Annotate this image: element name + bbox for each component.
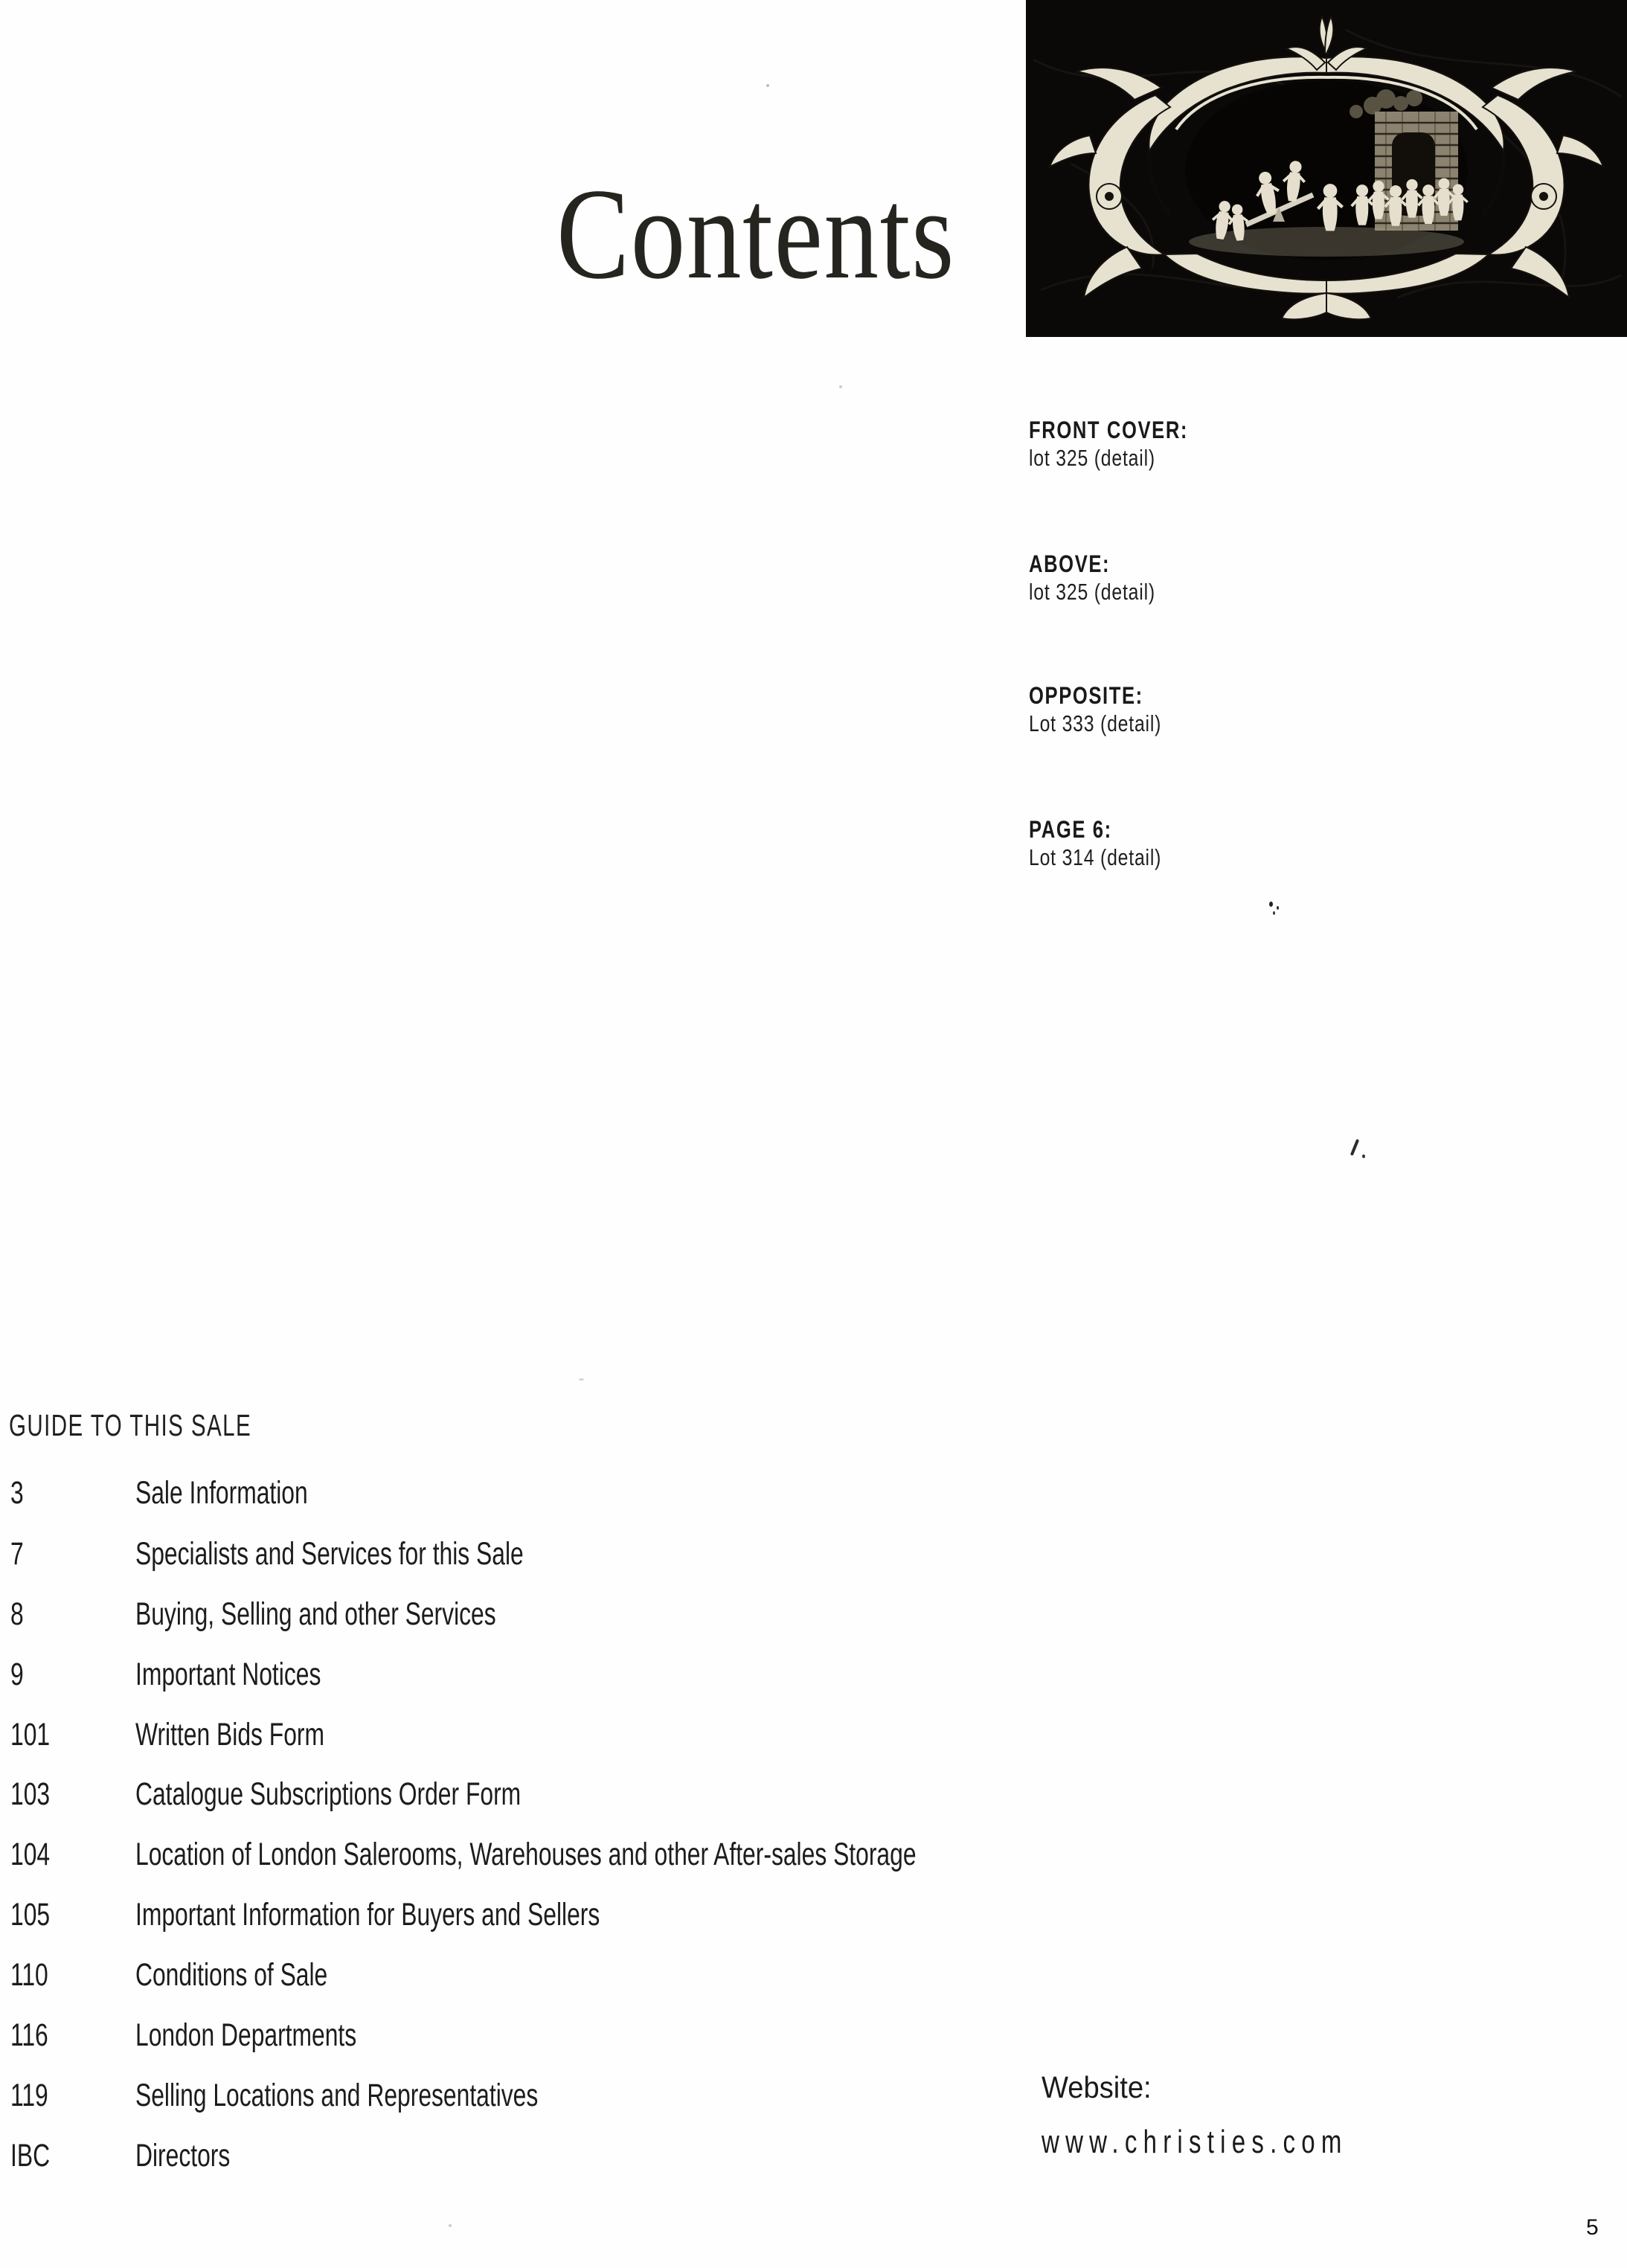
folio-page-number: 5 bbox=[1586, 2215, 1599, 2240]
toc-row bbox=[0, 1719, 1627, 1751]
page-title bbox=[556, 161, 1031, 306]
scan-speck bbox=[1350, 1139, 1359, 1156]
toc-row bbox=[0, 2017, 1627, 2053]
toc-row bbox=[0, 1596, 1627, 1632]
toc-page-number: 105 bbox=[10, 1897, 51, 1933]
caption-label: ABOVE: bbox=[1029, 550, 1111, 577]
toc-row bbox=[0, 1776, 1627, 1812]
toc-page-number: 101 bbox=[10, 1717, 51, 1753]
caption-detail: Lot 333 (detail) bbox=[1029, 710, 1162, 736]
toc-page-number: 104 bbox=[10, 1837, 51, 1872]
scan-speck bbox=[1269, 902, 1273, 907]
caption-label: FRONT COVER: bbox=[1029, 417, 1189, 443]
website-url: www.christies.com bbox=[1042, 2124, 1348, 2160]
toc-title: Written Bids Form bbox=[135, 1717, 325, 1753]
toc-title: Location of London Salerooms, Warehouses and other After-sales Storage bbox=[135, 1837, 917, 1872]
toc-row bbox=[0, 1538, 1627, 1570]
caption-page-6 bbox=[1029, 817, 1195, 869]
toc-row bbox=[0, 1959, 1627, 1991]
caption-front-cover bbox=[1029, 418, 1228, 469]
toc-page-number: 103 bbox=[10, 1776, 51, 1812]
toc-title: Specialists and Services for this Sale bbox=[135, 1536, 524, 1572]
toc-row bbox=[0, 1477, 1627, 1509]
toc-page-number: 110 bbox=[10, 1957, 48, 1993]
cover-artwork-image bbox=[1026, 0, 1627, 337]
caption-detail: lot 325 (detail) bbox=[1029, 445, 1155, 471]
caption-label: PAGE 6: bbox=[1029, 816, 1112, 843]
toc-title: Directors bbox=[135, 2138, 231, 2174]
toc-row bbox=[0, 1839, 1627, 1871]
toc-title: London Departments bbox=[135, 2017, 357, 2053]
caption-opposite bbox=[1029, 684, 1195, 735]
scan-speck bbox=[839, 385, 842, 388]
toc-page-number: 116 bbox=[10, 2017, 48, 2053]
scan-speck bbox=[766, 84, 769, 87]
scan-speck bbox=[449, 2224, 452, 2227]
caption-detail: Lot 314 (detail) bbox=[1029, 844, 1162, 870]
caption-label: OPPOSITE: bbox=[1029, 682, 1143, 709]
toc-title: Important Information for Buyers and Sellers bbox=[135, 1897, 600, 1933]
guide-heading: GUIDE TO THIS SALE bbox=[9, 1408, 252, 1442]
toc-row bbox=[0, 2080, 1627, 2112]
toc-page-number: 7 bbox=[10, 1536, 24, 1572]
toc-page-number: 8 bbox=[10, 1596, 24, 1632]
toc-page-number: IBC bbox=[10, 2138, 51, 2174]
caption-detail: lot 325 (detail) bbox=[1029, 579, 1155, 605]
toc-page-number: 9 bbox=[10, 1657, 24, 1692]
cover-artwork-svg bbox=[1026, 0, 1627, 337]
toc-title: Catalogue Subscriptions Order Form bbox=[135, 1776, 522, 1812]
toc-page-number: 3 bbox=[10, 1475, 24, 1511]
toc-title: Selling Locations and Representatives bbox=[135, 2078, 539, 2113]
scan-speck bbox=[1362, 1154, 1365, 1158]
page-title-text: Contents bbox=[556, 161, 956, 306]
toc-row bbox=[0, 1659, 1627, 1691]
toc-page-number: 119 bbox=[10, 2078, 48, 2113]
website-label: Website: bbox=[1042, 2070, 1152, 2104]
toc-title: Sale Information bbox=[135, 1475, 308, 1511]
caption-above bbox=[1029, 552, 1187, 603]
toc-title: Buying, Selling and other Services bbox=[135, 1596, 496, 1632]
toc-title: Conditions of Sale bbox=[135, 1957, 328, 1993]
scan-speck bbox=[579, 1378, 584, 1381]
toc-title: Important Notices bbox=[135, 1657, 321, 1692]
toc-row bbox=[0, 1899, 1627, 1931]
